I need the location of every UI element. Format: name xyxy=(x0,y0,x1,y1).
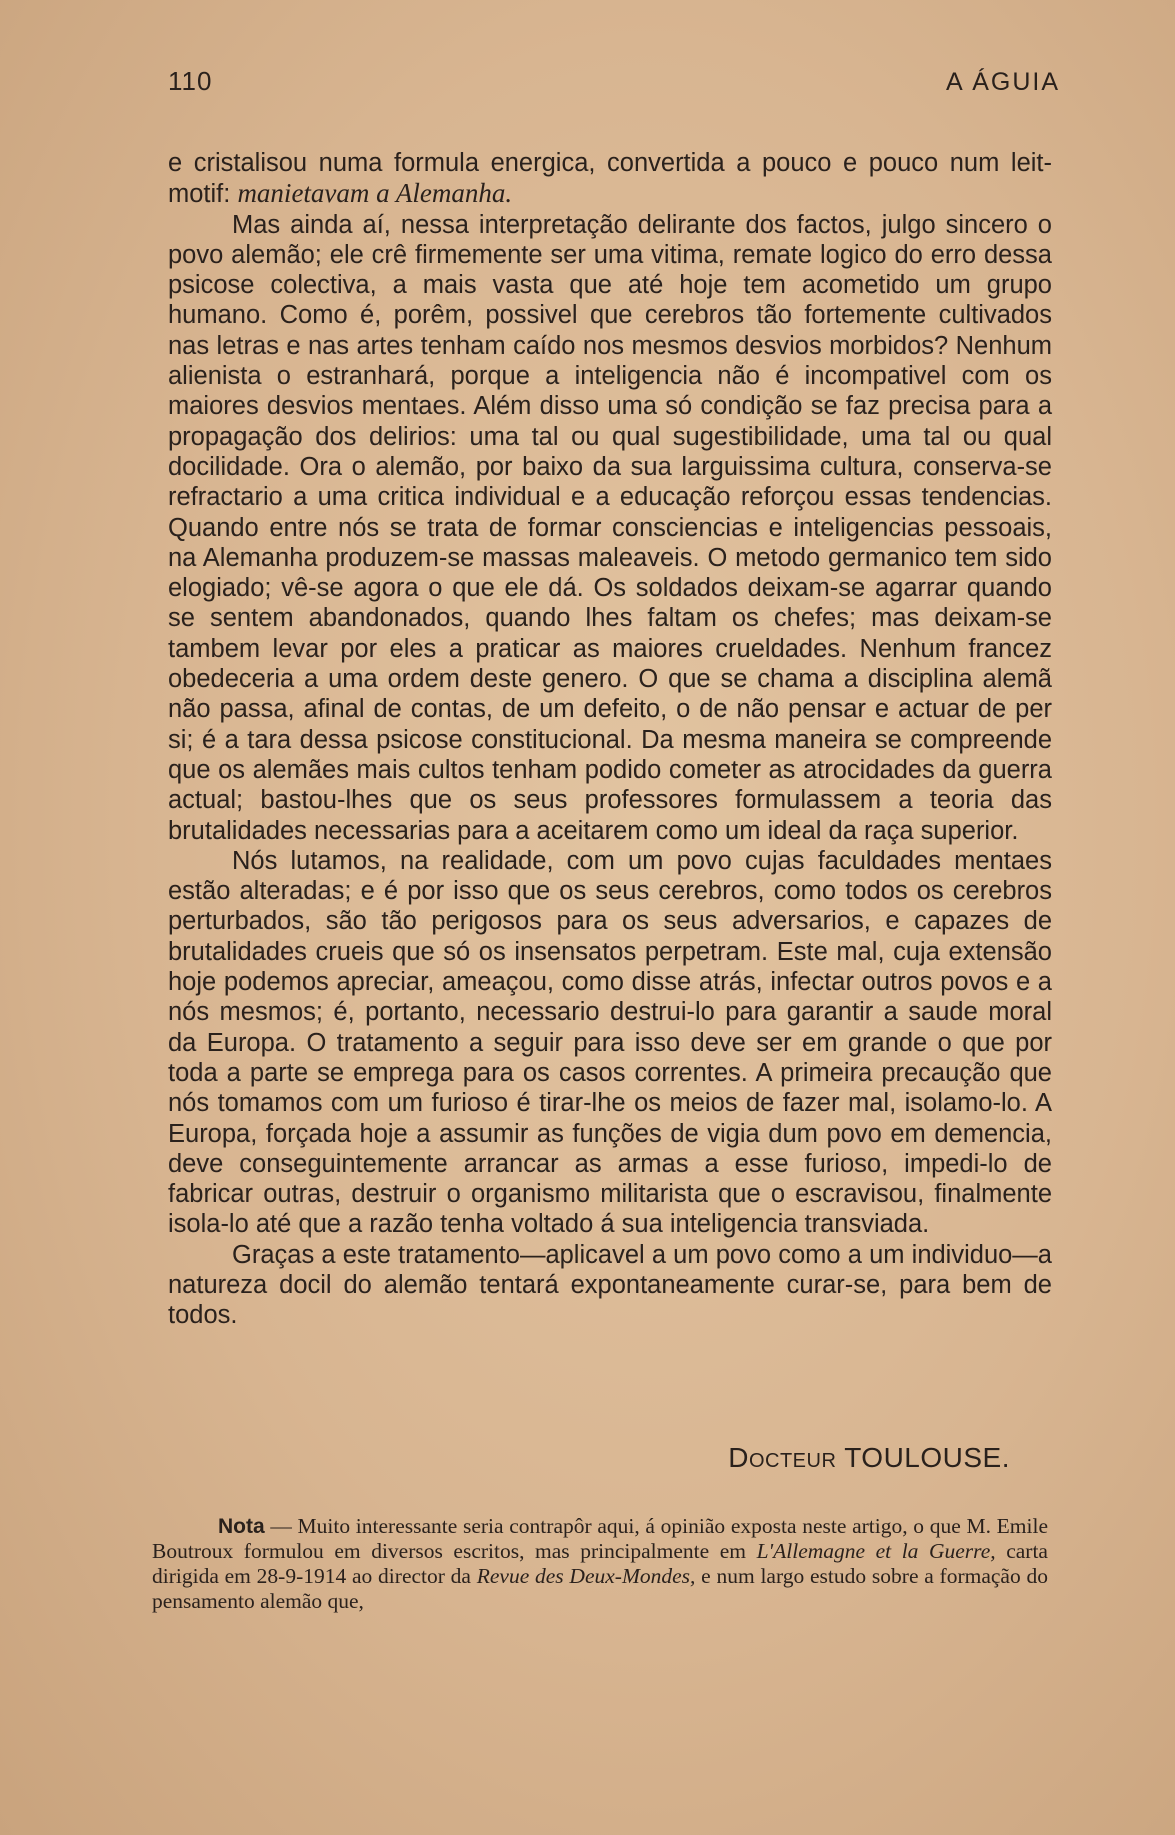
paragraph: Nós lutamos, na realidade, com um povo cujas faculdades mentaes estão alteradas; e é por isso que os seus cerebros, como todos os cerebros perturbados, são tão perigosos para os seus adversarios, e capazes de brutalidades crueis que só os insensatos perpetram. Este mal, cuja extensão hoje podemos apreciar, ameaçou, como disse atrás, infectar outros povos e a nós mesmos; é, portanto, necessario destrui-lo para garantir a saude moral da Europa. O tratamento a seguir para isso deve ser em grande o que por toda a parte se emprega para os casos correntes. A primeira precaução que nós tomamos com um furioso é tirar-lhe os meios de fazer mal, isolamo-lo. A Europa, forçada hoje a assumir as funções de vigia dum povo em demencia, deve conseguintemente arrancar as armas a esse furioso, impedi-lo de fabricar outras, destruir o organismo militarista que o escravisou, finalmente isola-lo até que a razão tenha voltado á sua inteligencia transviada. xyxy=(168,846,1052,1239)
footnote-text: e num largo estudo sobre a formação do pensamento alemão que, xyxy=(152,1564,1048,1613)
signature-title: Docteur xyxy=(728,1442,837,1473)
paragraph: Graças a este tratamento—aplicavel a um povo como a um individuo—a natureza docil do alemão tentará expontaneamente curar-se, para bem de todos. xyxy=(168,1240,1052,1330)
footnote-italic-title: L'Allemagne et la Guerre, xyxy=(756,1539,996,1563)
running-head: A ÁGUIA xyxy=(945,68,1060,96)
article-body xyxy=(168,148,1052,1331)
author-signature xyxy=(728,1442,1010,1474)
italic-phrase: manietavam a Alemanha. xyxy=(237,178,513,209)
paragraph-text: e cristalisou numa formula energica, convertida a pouco e pouco num leit-motif: xyxy=(168,149,1052,209)
footnote xyxy=(152,1514,1048,1614)
footnote-text: — Muito interessante seria contrapôr aqui, á opinião exposta neste artigo, o que M. Emile Boutroux formulou em diversos escritos, mas principalmente em xyxy=(152,1514,1048,1563)
page-number: 110 xyxy=(168,66,213,96)
footnote-paragraph xyxy=(152,1514,1048,1614)
signature-name: TOULOUSE. xyxy=(844,1442,1010,1473)
page-header xyxy=(168,66,1060,106)
footnote-label: Nota xyxy=(218,1515,265,1538)
footnote-italic-title: Revue des Deux-Mondes, xyxy=(476,1564,696,1588)
paragraph xyxy=(168,148,1052,210)
footnote-text: carta dirigida em 28-9-1914 ao director da xyxy=(152,1539,1048,1588)
paragraph: Mas ainda aí, nessa interpretação delirante dos factos, julgo sincero o povo alemão; ele crê firmemente ser uma vitima, remate logico do erro dessa psicose colectiva, a mais vasta que até hoje tem acometido um grupo humano. Como é, porêm, possivel que cerebros tão fortemente cultivados nas letras e nas artes tenham caído nos mesmos desvios morbidos? Nenhum alienista o estranhará, porque a inteligencia não é incompativel com os maiores desvios mentaes. Além disso uma só condição se faz precisa para a propagação dos delirios: uma tal ou qual sugestibilidade, uma tal ou qual docilidade. Ora o alemão, por baixo da sua larguissima cultura, conserva-se refractario a uma critica individual e a educação reforçou essas tendencias. Quando entre nós se trata de formar consciencias e inteligencias pessoais, na Alemanha produzem-se massas maleaveis. O metodo germanico tem sido elogiado; vê-se agora o que ele dá. Os soldados deixam-se agarrar quando se sentem abandonados, quando lhes faltam os chefes; mas deixam-se tambem levar por eles a praticar as maiores crueldades. Nenhum francez obedeceria a uma ordem deste genero. O que se chama a disciplina alemã não passa, afinal de contas, de um defeito, o de não pensar e actuar de per si; é a tara dessa psicose constitucional. Da mesma maneira se compreende que os alemães mais cultos tenham podido cometer as atrocidades da guerra actual; bastou-lhes que os seus professores formulassem a teoria das brutalidades necessarias para a aceitarem como um ideal da raça superior. xyxy=(168,210,1052,845)
